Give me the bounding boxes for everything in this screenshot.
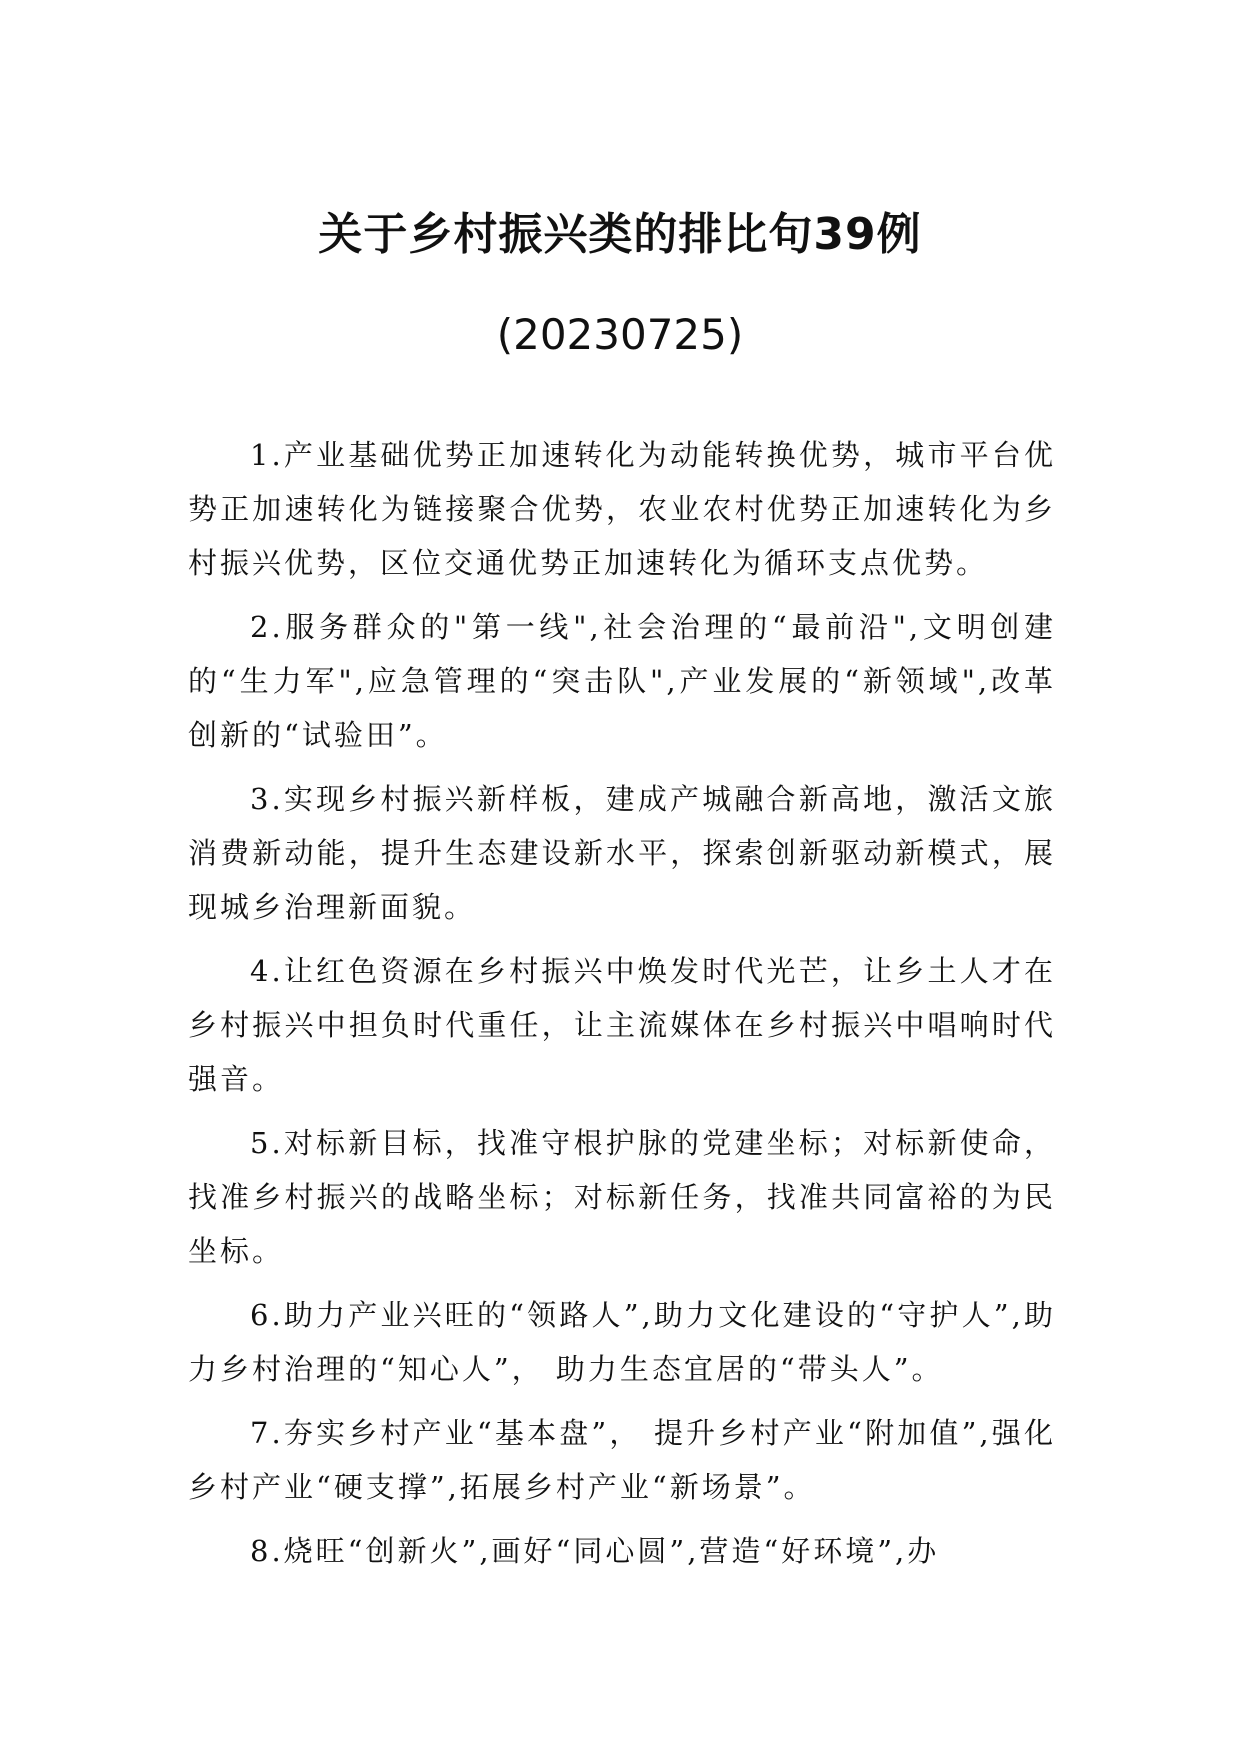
paragraph-2: 2.服务群众的"第一线",社会治理的“最前沿",文明创建的“生力军",应急管理的“突击队",产业发展的“新领域",改革创新的“试验田”。 <box>188 610 1056 752</box>
document-body <box>188 428 1056 1588</box>
document-date: (20230725) <box>496 310 744 359</box>
paragraph-7: 7.夯实乡村产业“基本盘”， 提升乡村产业“附加值”,强化乡村产业“硬支撑”,拓展乡村产业“新场景”。 <box>188 1416 1056 1504</box>
document-title: 关于乡村振兴类的排比句39例 <box>318 209 922 260</box>
paragraph-4: 4.让红色资源在乡村振兴中焕发时代光芒，让乡土人才在乡村振兴中担负时代重任，让主流媒体在乡村振兴中唱响时代强音。 <box>188 954 1056 1096</box>
paragraph-5: 5.对标新目标，找准守根护脉的党建坐标；对标新使命，找准乡村振兴的战略坐标；对标新任务，找准共同富裕的为民坐标。 <box>188 1126 1056 1268</box>
paragraph-3: 3.实现乡村振兴新样板，建成产城融合新高地，激活文旅消费新动能，提升生态建设新水平，探索创新驱动新模式，展现城乡治理新面貌。 <box>188 782 1056 924</box>
paragraph-6: 6.助力产业兴旺的“领路人”,助力文化建设的“守护人”,助力乡村治理的“知心人”， 助力生态宜居的“带头人”。 <box>188 1298 1056 1386</box>
paragraph-8: 8.烧旺“创新火”,画好“同心圆”,营造“好环境”,办 <box>250 1534 940 1568</box>
paragraph-1: 1.产业基础优势正加速转化为动能转换优势，城市平台优势正加速转化为链接聚合优势，农业农村优势正加速转化为乡村振兴优势，区位交通优势正加速转化为循环支点优势。 <box>188 438 1056 580</box>
